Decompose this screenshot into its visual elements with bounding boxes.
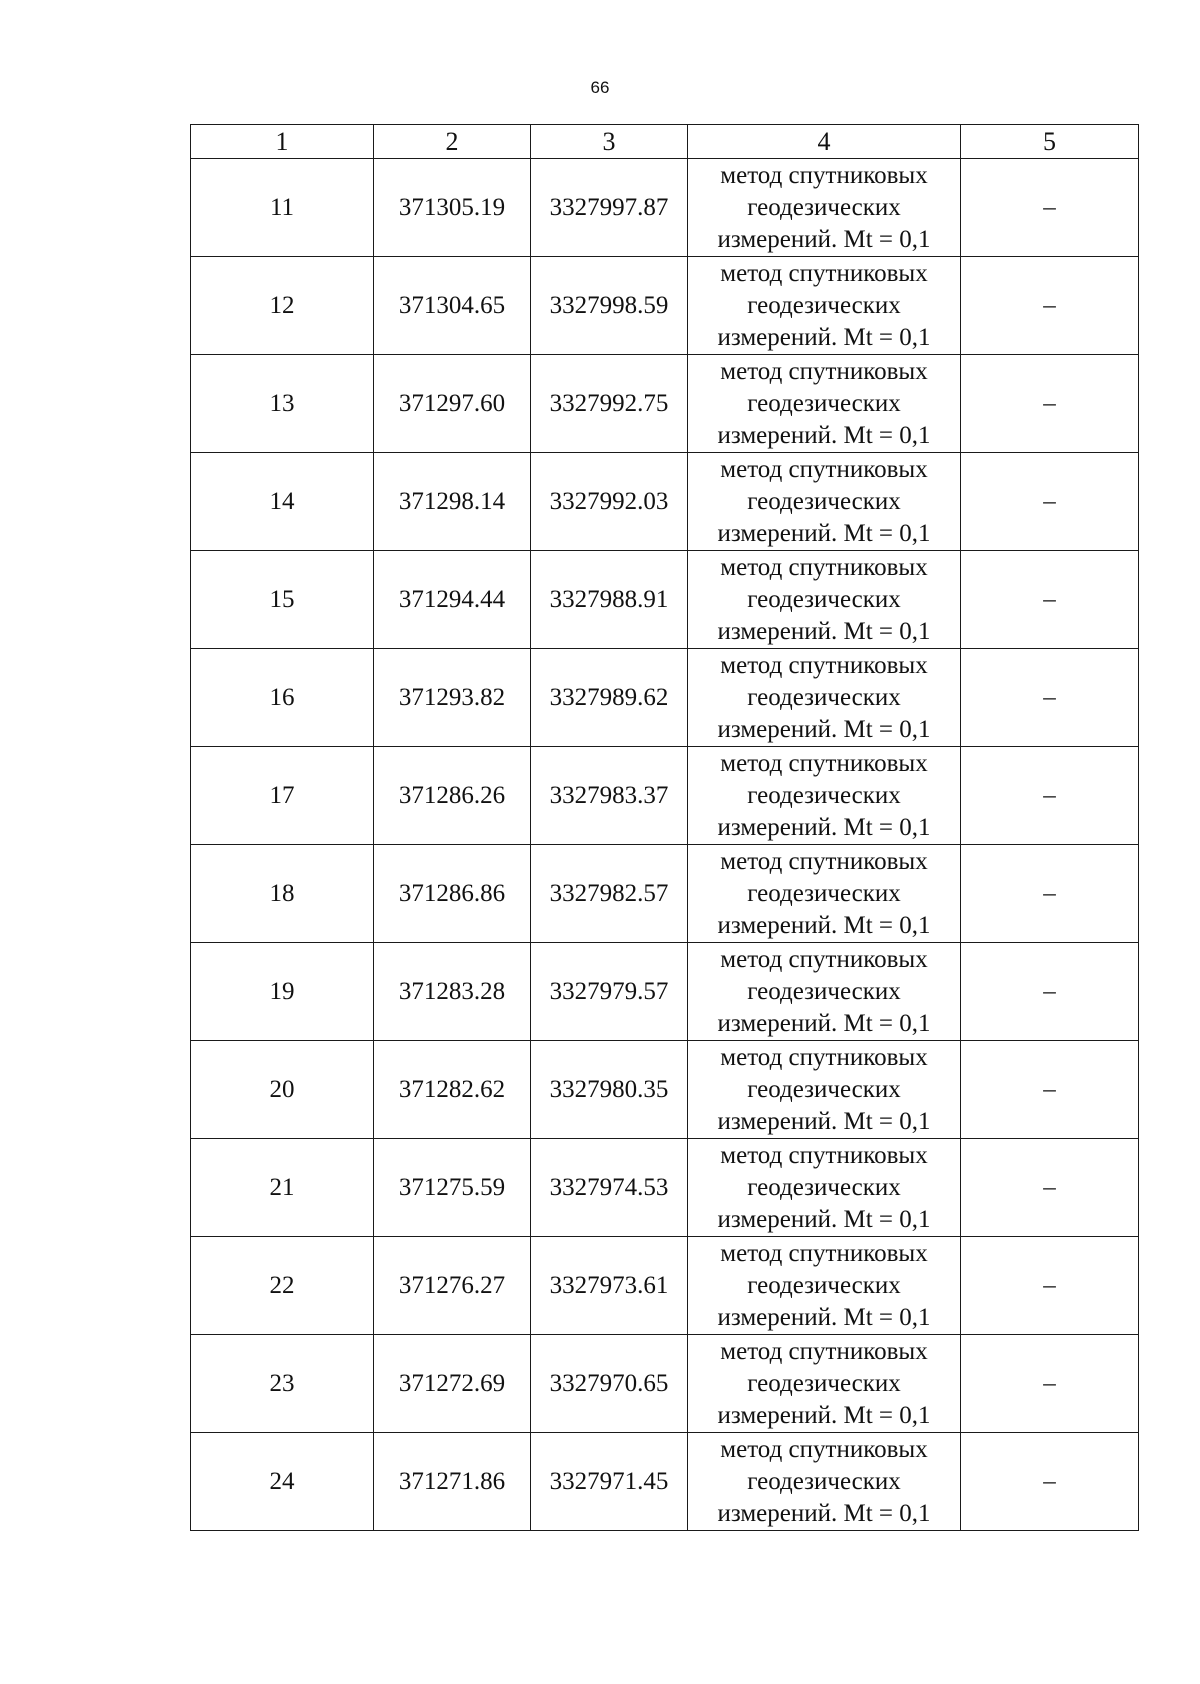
method-line: метод спутниковых [720, 651, 928, 679]
method-line: геодезических [747, 487, 901, 515]
x-coordinate-cell: 371271.86 [374, 1433, 531, 1531]
x-coordinate-cell: 371282.62 [374, 1041, 531, 1139]
table-row [191, 649, 1139, 747]
table-row [191, 551, 1139, 649]
x-coordinate-cell: 371272.69 [374, 1335, 531, 1433]
method-cell [688, 1433, 961, 1531]
y-coordinate-cell: 3327971.45 [531, 1433, 688, 1531]
method-cell [688, 453, 961, 551]
method-line: метод спутниковых [720, 1435, 928, 1463]
method-line: метод спутниковых [720, 259, 928, 287]
method-line: геодезических [747, 1271, 901, 1299]
method-line: измерений. Mt = 0,1 [717, 617, 931, 645]
y-coordinate-cell: 3327973.61 [531, 1237, 688, 1335]
method-line: измерений. Mt = 0,1 [717, 715, 931, 743]
table-row [191, 1041, 1139, 1139]
method-line: измерений. Mt = 0,1 [717, 421, 931, 449]
method-cell [688, 943, 961, 1041]
method-line: геодезических [747, 1075, 901, 1103]
point-number-cell: 20 [191, 1041, 374, 1139]
method-cell [688, 159, 961, 257]
point-number-cell: 21 [191, 1139, 374, 1237]
point-number-cell: 16 [191, 649, 374, 747]
method-line: измерений. Mt = 0,1 [717, 1499, 931, 1527]
method-line: геодезических [747, 977, 901, 1005]
method-cell [688, 1139, 961, 1237]
note-cell: – [961, 747, 1139, 845]
method-line: измерений. Mt = 0,1 [717, 1303, 931, 1331]
method-line: измерений. Mt = 0,1 [717, 1107, 931, 1135]
method-line: измерений. Mt = 0,1 [717, 813, 931, 841]
note-cell: – [961, 1237, 1139, 1335]
method-line: метод спутниковых [720, 945, 928, 973]
note-cell: – [961, 1335, 1139, 1433]
method-line: геодезических [747, 683, 901, 711]
table-row [191, 943, 1139, 1041]
point-number-cell: 13 [191, 355, 374, 453]
y-coordinate-cell: 3327988.91 [531, 551, 688, 649]
coordinates-table [190, 124, 1139, 1531]
x-coordinate-cell: 371286.26 [374, 747, 531, 845]
method-line: геодезических [747, 193, 901, 221]
method-cell [688, 845, 961, 943]
point-number-cell: 14 [191, 453, 374, 551]
x-coordinate-cell: 371293.82 [374, 649, 531, 747]
method-line: геодезических [747, 1369, 901, 1397]
x-coordinate-cell: 371294.44 [374, 551, 531, 649]
note-cell: – [961, 355, 1139, 453]
point-number-cell: 17 [191, 747, 374, 845]
method-line: метод спутниковых [720, 1239, 928, 1267]
y-coordinate-cell: 3327997.87 [531, 159, 688, 257]
point-number-cell: 18 [191, 845, 374, 943]
note-cell: – [961, 257, 1139, 355]
y-coordinate-cell: 3327983.37 [531, 747, 688, 845]
method-line: измерений. Mt = 0,1 [717, 911, 931, 939]
y-coordinate-cell: 3327992.75 [531, 355, 688, 453]
x-coordinate-cell: 371275.59 [374, 1139, 531, 1237]
method-cell [688, 1335, 961, 1433]
note-cell: – [961, 551, 1139, 649]
point-number-cell: 15 [191, 551, 374, 649]
note-cell: – [961, 453, 1139, 551]
table-row [191, 1139, 1139, 1237]
x-coordinate-cell: 371283.28 [374, 943, 531, 1041]
point-number-cell: 19 [191, 943, 374, 1041]
table-row [191, 1335, 1139, 1433]
x-coordinate-cell: 371286.86 [374, 845, 531, 943]
method-line: метод спутниковых [720, 1141, 928, 1169]
method-line: измерений. Mt = 0,1 [717, 323, 931, 351]
y-coordinate-cell: 3327980.35 [531, 1041, 688, 1139]
y-coordinate-cell: 3327992.03 [531, 453, 688, 551]
table-row [191, 845, 1139, 943]
column-header-4: 4 [688, 125, 961, 159]
method-line: геодезических [747, 389, 901, 417]
table-row [191, 453, 1139, 551]
x-coordinate-cell: 371305.19 [374, 159, 531, 257]
method-line: геодезических [747, 585, 901, 613]
point-number-cell: 11 [191, 159, 374, 257]
y-coordinate-cell: 3327998.59 [531, 257, 688, 355]
y-coordinate-cell: 3327982.57 [531, 845, 688, 943]
method-cell [688, 1237, 961, 1335]
method-line: метод спутниковых [720, 1043, 928, 1071]
method-line: метод спутниковых [720, 161, 928, 189]
method-line: геодезических [747, 879, 901, 907]
method-cell [688, 257, 961, 355]
y-coordinate-cell: 3327989.62 [531, 649, 688, 747]
note-cell: – [961, 1139, 1139, 1237]
table-body [191, 159, 1139, 1531]
method-line: геодезических [747, 291, 901, 319]
method-line: метод спутниковых [720, 1337, 928, 1365]
note-cell: – [961, 159, 1139, 257]
point-number-cell: 22 [191, 1237, 374, 1335]
method-line: геодезических [747, 1467, 901, 1495]
note-cell: – [961, 943, 1139, 1041]
method-cell [688, 355, 961, 453]
table-row [191, 747, 1139, 845]
table-row [191, 1237, 1139, 1335]
method-line: метод спутниковых [720, 749, 928, 777]
method-line: измерений. Mt = 0,1 [717, 1205, 931, 1233]
x-coordinate-cell: 371298.14 [374, 453, 531, 551]
method-line: метод спутниковых [720, 357, 928, 385]
table-row [191, 257, 1139, 355]
column-header-5: 5 [961, 125, 1139, 159]
method-cell [688, 1041, 961, 1139]
method-line: геодезических [747, 1173, 901, 1201]
column-header-3: 3 [531, 125, 688, 159]
method-line: метод спутниковых [720, 847, 928, 875]
method-line: геодезических [747, 781, 901, 809]
page-number: 66 [590, 78, 610, 97]
column-header-1: 1 [191, 125, 374, 159]
table-row [191, 1433, 1139, 1531]
x-coordinate-cell: 371304.65 [374, 257, 531, 355]
table-row [191, 355, 1139, 453]
method-line: метод спутниковых [720, 455, 928, 483]
table-row [191, 159, 1139, 257]
point-number-cell: 24 [191, 1433, 374, 1531]
method-line: метод спутниковых [720, 553, 928, 581]
note-cell: – [961, 649, 1139, 747]
method-line: измерений. Mt = 0,1 [717, 1401, 931, 1429]
method-line: измерений. Mt = 0,1 [717, 519, 931, 547]
table-header-row [191, 125, 1139, 159]
method-cell [688, 551, 961, 649]
y-coordinate-cell: 3327970.65 [531, 1335, 688, 1433]
method-line: измерений. Mt = 0,1 [717, 1009, 931, 1037]
note-cell: – [961, 1041, 1139, 1139]
note-cell: – [961, 845, 1139, 943]
column-header-2: 2 [374, 125, 531, 159]
method-cell [688, 747, 961, 845]
y-coordinate-cell: 3327979.57 [531, 943, 688, 1041]
method-cell [688, 649, 961, 747]
note-cell: – [961, 1433, 1139, 1531]
method-line: измерений. Mt = 0,1 [717, 225, 931, 253]
y-coordinate-cell: 3327974.53 [531, 1139, 688, 1237]
point-number-cell: 12 [191, 257, 374, 355]
x-coordinate-cell: 371276.27 [374, 1237, 531, 1335]
x-coordinate-cell: 371297.60 [374, 355, 531, 453]
point-number-cell: 23 [191, 1335, 374, 1433]
